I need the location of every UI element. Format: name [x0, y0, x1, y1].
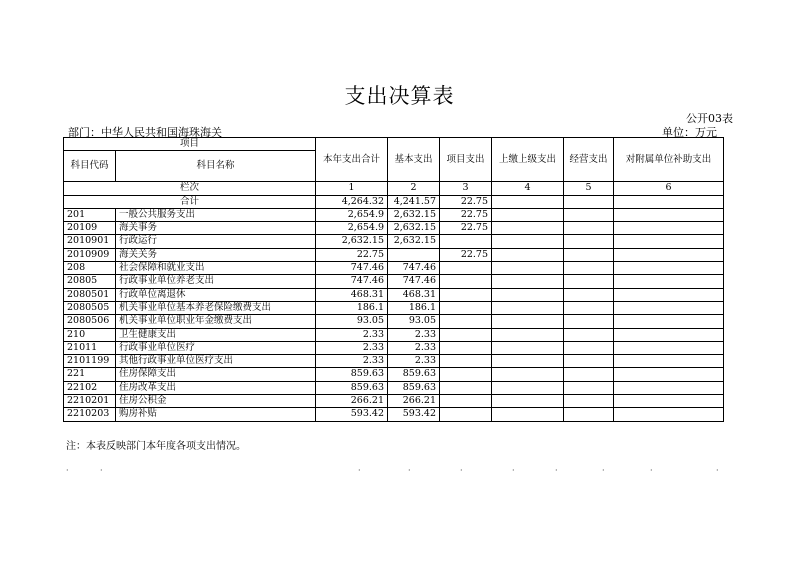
dot-mark: · — [512, 466, 515, 475]
row-subsidy — [614, 301, 724, 314]
dot-mark: · — [716, 466, 719, 475]
row-operating — [564, 288, 614, 301]
row-name: 住房保障支出 — [116, 368, 316, 381]
col-basic-header: 基本支出 — [388, 138, 440, 182]
row-total: 2,654.9 — [316, 208, 388, 221]
row-basic: 2.33 — [388, 328, 440, 341]
row-code: 22102 — [64, 381, 116, 394]
row-project: 22.75 — [440, 208, 492, 221]
row-upper — [492, 381, 564, 394]
row-operating — [564, 208, 614, 221]
row-name: 行政单位离退休 — [116, 288, 316, 301]
row-project — [440, 395, 492, 408]
row-basic — [388, 248, 440, 261]
row-name: 海关关务 — [116, 248, 316, 261]
dot-mark: · — [602, 466, 605, 475]
dot-mark: · — [650, 466, 653, 475]
row-code: 2010909 — [64, 248, 116, 261]
row-name: 卫生健康支出 — [116, 328, 316, 341]
dot-mark: · — [408, 466, 411, 475]
row-subsidy — [614, 328, 724, 341]
table-row — [64, 408, 724, 421]
total-operating — [564, 195, 614, 208]
row-project — [440, 235, 492, 248]
row-upper — [492, 248, 564, 261]
row-basic: 2,632.15 — [388, 222, 440, 235]
form-number: 公开03表 — [686, 112, 733, 125]
code-header: 科目代码 — [64, 151, 116, 182]
table-row — [64, 275, 724, 288]
table-row — [64, 262, 724, 275]
table-row — [64, 341, 724, 354]
row-name: 机关事业单位职业年金缴费支出 — [116, 315, 316, 328]
dot-mark: · — [66, 466, 69, 475]
total-amount: 4,264.32 — [316, 195, 388, 208]
row-basic: 2,632.15 — [388, 208, 440, 221]
row-total: 2.33 — [316, 328, 388, 341]
table-row — [64, 235, 724, 248]
row-total: 747.46 — [316, 262, 388, 275]
row-code: 2010901 — [64, 235, 116, 248]
row-subsidy — [614, 315, 724, 328]
row-subsidy — [614, 262, 724, 275]
row-total: 22.75 — [316, 248, 388, 261]
table-row — [64, 395, 724, 408]
table-row — [64, 315, 724, 328]
table-row — [64, 222, 724, 235]
column-index-label: 栏次 — [64, 182, 316, 195]
unit-label: 单位：万元 — [662, 126, 717, 139]
table-row — [64, 288, 724, 301]
row-code: 208 — [64, 262, 116, 275]
row-total: 186.1 — [316, 301, 388, 314]
row-total: 593.42 — [316, 408, 388, 421]
row-basic: 93.05 — [388, 315, 440, 328]
row-basic: 468.31 — [388, 288, 440, 301]
row-name: 行政运行 — [116, 235, 316, 248]
row-subsidy — [614, 235, 724, 248]
row-basic: 266.21 — [388, 395, 440, 408]
row-project — [440, 288, 492, 301]
row-upper — [492, 208, 564, 221]
dot-mark: · — [555, 466, 558, 475]
row-upper — [492, 315, 564, 328]
row-operating — [564, 355, 614, 368]
row-upper — [492, 262, 564, 275]
row-operating — [564, 381, 614, 394]
row-operating — [564, 262, 614, 275]
row-code: 221 — [64, 368, 116, 381]
row-total: 859.63 — [316, 381, 388, 394]
row-upper — [492, 275, 564, 288]
row-upper — [492, 368, 564, 381]
row-total: 747.46 — [316, 275, 388, 288]
row-subsidy — [614, 355, 724, 368]
row-operating — [564, 275, 614, 288]
table-row — [64, 301, 724, 314]
dot-mark: · — [100, 466, 103, 475]
row-basic: 859.63 — [388, 381, 440, 394]
row-basic: 2.33 — [388, 341, 440, 354]
page-title: 支出决算表 — [344, 84, 455, 108]
row-total: 468.31 — [316, 288, 388, 301]
table-row — [64, 328, 724, 341]
row-project: 22.75 — [440, 248, 492, 261]
expenditure-table — [63, 137, 724, 422]
column-index-row — [64, 182, 724, 195]
row-name: 机关事业单位基本养老保险缴费支出 — [116, 301, 316, 314]
row-project — [440, 262, 492, 275]
row-code: 2210201 — [64, 395, 116, 408]
column-index-cell: 5 — [564, 182, 614, 195]
row-basic: 2,632.15 — [388, 235, 440, 248]
row-project — [440, 315, 492, 328]
row-code: 2210203 — [64, 408, 116, 421]
row-upper — [492, 222, 564, 235]
col-total-header: 本年支出合计 — [316, 138, 388, 182]
row-code: 2101199 — [64, 355, 116, 368]
row-name: 一般公共服务支出 — [116, 208, 316, 221]
row-operating — [564, 315, 614, 328]
table-row — [64, 355, 724, 368]
row-operating — [564, 222, 614, 235]
row-code: 2080501 — [64, 288, 116, 301]
row-upper — [492, 395, 564, 408]
row-project — [440, 408, 492, 421]
row-upper — [492, 301, 564, 314]
row-name: 行政事业单位养老支出 — [116, 275, 316, 288]
column-index-cell: 3 — [440, 182, 492, 195]
row-subsidy — [614, 368, 724, 381]
column-index-cell: 6 — [614, 182, 724, 195]
row-upper — [492, 341, 564, 354]
row-code: 201 — [64, 208, 116, 221]
row-total: 266.21 — [316, 395, 388, 408]
table-row — [64, 381, 724, 394]
row-subsidy — [614, 408, 724, 421]
row-operating — [564, 248, 614, 261]
total-upper — [492, 195, 564, 208]
row-code: 20805 — [64, 275, 116, 288]
row-basic: 859.63 — [388, 368, 440, 381]
total-subsidy — [614, 195, 724, 208]
table-row — [64, 208, 724, 221]
col-operating-header: 经营支出 — [564, 138, 614, 182]
row-project — [440, 301, 492, 314]
project-group-header: 项目 — [64, 138, 316, 151]
row-total: 2.33 — [316, 341, 388, 354]
row-upper — [492, 355, 564, 368]
row-project — [440, 381, 492, 394]
row-name: 行政事业单位医疗 — [116, 341, 316, 354]
row-operating — [564, 368, 614, 381]
row-subsidy — [614, 248, 724, 261]
table-row — [64, 248, 724, 261]
total-basic: 4,241.57 — [388, 195, 440, 208]
dot-mark: · — [460, 466, 463, 475]
row-operating — [564, 395, 614, 408]
row-project — [440, 341, 492, 354]
total-label: 合计 — [64, 195, 316, 208]
col-project-header: 项目支出 — [440, 138, 492, 182]
row-operating — [564, 301, 614, 314]
name-header: 科目名称 — [116, 151, 316, 182]
row-operating — [564, 341, 614, 354]
row-basic: 186.1 — [388, 301, 440, 314]
column-index-cell: 2 — [388, 182, 440, 195]
row-project — [440, 275, 492, 288]
col-subsidy-header: 对附属单位补助支出 — [614, 138, 724, 182]
row-code: 210 — [64, 328, 116, 341]
row-project — [440, 328, 492, 341]
row-operating — [564, 235, 614, 248]
row-code: 20109 — [64, 222, 116, 235]
row-operating — [564, 408, 614, 421]
row-subsidy — [614, 341, 724, 354]
row-project — [440, 355, 492, 368]
row-name: 社会保障和就业支出 — [116, 262, 316, 275]
row-upper — [492, 408, 564, 421]
row-name: 购房补贴 — [116, 408, 316, 421]
footnote: 注：本表反映部门本年度各项支出情况。 — [66, 441, 246, 452]
row-name: 住房公积金 — [116, 395, 316, 408]
total-row — [64, 195, 724, 208]
row-basic: 2.33 — [388, 355, 440, 368]
row-code: 2080505 — [64, 301, 116, 314]
row-code: 2080506 — [64, 315, 116, 328]
row-subsidy — [614, 381, 724, 394]
row-subsidy — [614, 395, 724, 408]
row-name: 住房改革支出 — [116, 381, 316, 394]
col-upper-header: 上缴上级支出 — [492, 138, 564, 182]
row-basic: 747.46 — [388, 262, 440, 275]
row-total: 2,632.15 — [316, 235, 388, 248]
row-subsidy — [614, 208, 724, 221]
row-upper — [492, 328, 564, 341]
table-row — [64, 368, 724, 381]
row-basic: 593.42 — [388, 408, 440, 421]
dot-mark: · — [358, 466, 361, 475]
row-code: 21011 — [64, 341, 116, 354]
row-operating — [564, 328, 614, 341]
row-subsidy — [614, 222, 724, 235]
department-label: 部门：中华人民共和国海珠海关 — [68, 126, 222, 139]
row-basic: 747.46 — [388, 275, 440, 288]
row-total: 2,654.9 — [316, 222, 388, 235]
row-total: 2.33 — [316, 355, 388, 368]
column-index-cell: 4 — [492, 182, 564, 195]
row-upper — [492, 288, 564, 301]
row-total: 93.05 — [316, 315, 388, 328]
row-subsidy — [614, 288, 724, 301]
row-project: 22.75 — [440, 222, 492, 235]
row-project — [440, 368, 492, 381]
row-name: 其他行政事业单位医疗支出 — [116, 355, 316, 368]
row-name: 海关事务 — [116, 222, 316, 235]
column-index-cell: 1 — [316, 182, 388, 195]
row-total: 859.63 — [316, 368, 388, 381]
total-project: 22.75 — [440, 195, 492, 208]
row-upper — [492, 235, 564, 248]
row-subsidy — [614, 275, 724, 288]
